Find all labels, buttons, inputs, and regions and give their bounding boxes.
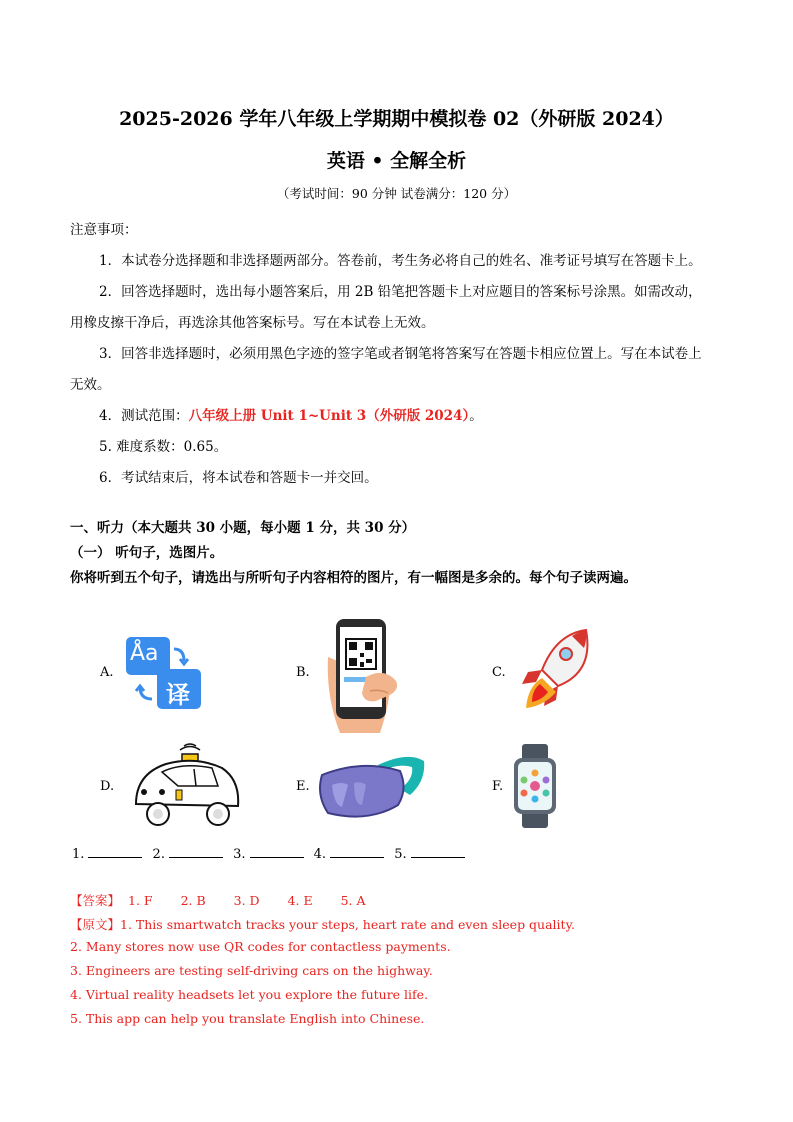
note-item-6: 6．考试结束后，将本试卷和答题卡一并交回。 [99, 470, 378, 486]
page-subtitle: 英语 • 全解全析 [326, 150, 467, 172]
smartwatch-icon [512, 742, 558, 830]
translate-icon [124, 635, 204, 711]
self-driving-car-icon [132, 742, 240, 828]
answer-value-5: 5. A [340, 893, 366, 908]
option-letter-e: E. [296, 779, 310, 794]
answer-blank-3[interactable] [250, 845, 304, 858]
part-heading: （一） 听句子，选图片。 [70, 545, 224, 561]
answer-blank-1[interactable] [88, 845, 142, 858]
answer-value-4: 4. E [287, 893, 313, 908]
blank-label-4: 4. [313, 847, 327, 862]
answer-value-3: 3. D [233, 893, 260, 908]
test-scope: 八年级上册 Unit 1~Unit 3（外研版 2024） [188, 408, 470, 424]
blank-label-5: 5. [394, 847, 407, 862]
answer-key [70, 891, 366, 909]
option-letter-a: A. [100, 665, 114, 680]
notes-heading: 注意事项： [70, 222, 138, 238]
blank-label-2: 2. [152, 847, 165, 862]
transcript-text-1: 1. This smartwatch tracks your steps, heart rate and even sleep quality. [120, 917, 575, 932]
transcript-line-1 [70, 915, 575, 933]
option-letter-c: C. [492, 665, 506, 680]
note-item-3-line-1: 3．回答非选择题时，必须用黑色字迹的签字笔或者钢笔将答案写在答题卡相应位置上。写在本试卷上 [99, 346, 702, 362]
option-letter-f: F. [492, 779, 504, 794]
qr-phone-icon [326, 617, 400, 733]
translate-icon-latin-glyph: Åa [130, 641, 159, 666]
option-letter-d: D. [100, 779, 115, 794]
note-item-3-line-2: 无效。 [70, 377, 111, 393]
answer-blanks-row [72, 845, 471, 862]
note-item-4-prefix: 4．测试范围： [99, 408, 189, 424]
exam-info: （考试时间：90 分钟 试卷满分：120 分） [276, 186, 517, 201]
transcript-label: 【原文】 [70, 917, 121, 932]
answer-blank-2[interactable] [169, 845, 223, 858]
blank-label-3: 3. [233, 847, 246, 862]
note-item-2-line-1: 2．回答选择题时，选出每小题答案后，用 2B 铅笔把答题卡上对应题目的答案标号涂黑。如需改动， [99, 284, 702, 300]
note-item-1: 1．本试卷分选择题和非选择题两部分。答卷前，考生务必将自己的姓名、准考证号填写在答题卡上。 [99, 253, 702, 269]
option-letter-b: B. [296, 665, 310, 680]
transcript-line-4: 4. Virtual reality headsets let you explore the future life. [70, 987, 429, 1002]
rocket-icon [520, 628, 590, 716]
vr-headset-icon [318, 751, 426, 823]
transcript-line-2: 2. Many stores now use QR codes for contactless payments. [70, 939, 451, 954]
note-item-4 [99, 404, 483, 424]
answer-label: 【答案】 [70, 893, 121, 908]
page-title: 2025-2026 学年八年级上学期期中模拟卷 02（外研版 2024） [119, 108, 674, 130]
transcript-line-3: 3. Engineers are testing self-driving cars on the highway. [70, 963, 433, 978]
section-heading: 一、听力（本大题共 30 小题，每小题 1 分，共 30 分） [70, 520, 416, 536]
instruction-text: 你将听到五个句子，请选出与所听句子内容相符的图片，有一幅图是多余的。每个句子读两遍。 [70, 570, 637, 586]
translate-icon-chinese-glyph: 译 [166, 681, 190, 709]
answer-value-1: 1. F [128, 893, 153, 908]
note-item-5: 5. 难度系数：0.65。 [99, 439, 228, 455]
note-item-4-suffix: 。 [469, 408, 483, 424]
note-item-2-line-2: 用橡皮擦干净后，再选涂其他答案标号。写在本试卷上无效。 [70, 315, 435, 331]
answer-value-2: 2. B [180, 893, 206, 908]
transcript-line-5: 5. This app can help you translate English into Chinese. [70, 1011, 425, 1026]
answer-blank-5[interactable] [411, 845, 465, 858]
blank-label-1: 1. [72, 847, 85, 862]
answer-blank-4[interactable] [330, 845, 384, 858]
